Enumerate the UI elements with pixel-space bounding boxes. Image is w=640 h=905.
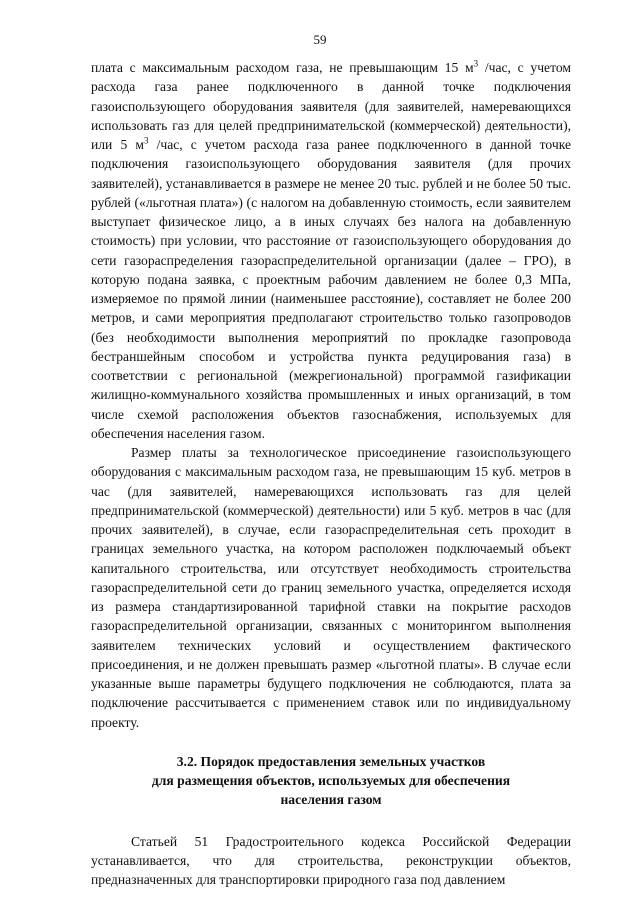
section-heading-line: 3.2. Порядок предоставления земельных участков [176,753,486,769]
superscript: 3 [143,135,149,146]
section-heading-line: для размещения объектов, используемых для обеспечения [151,773,511,788]
section-heading-line: населения газом [280,792,382,808]
document-body [91,58,571,889]
paragraph-text: плата с максимальным расходом газа, не превышающим 15 м [91,60,474,75]
superscript: 3 [473,58,479,69]
paragraph-fee-size: Размер платы за технологическое присоединение газоиспользующего оборудования с максимальным расходом газа, не превышающим 15 куб. метров в час (для заявителей, намеревающихся использовать газ для целей предпринимательской (коммерческой) деятельности) или 5 куб. метров в час (для прочих заявителей), в случае, если газораспределительная сеть проходит в границах земельного участка, на котором расположен подключаемый объект капитального строительства, или отсутствует необходимость строительства газораспределительной сети до границ земельного участка, определяется исходя из размера стандартизированной тарифной ставки на покрытие расходов газораспределительной организации, связанных с мониторингом выполнения заявителем технических условий и осуществлением фактического присоединения, и не должен превышать размер «льготной платы». В случае если указанные выше параметры будущего подключения не соблюдаются, плата за подключение рассчитывается с применением ставок или по индивидуальному проекту. [91,445,571,730]
paragraph-text: /час, с учетом расхода газа ранее подключенного в данной точке подключения газоиспользующего оборудования заявителя (для заявителей, намеревающихся использовать газ для целей предпринимательской (коммерческой) деятельности), или 5 м [91,60,571,152]
page-number: 59 [313,32,327,47]
section-heading [91,752,571,810]
paragraph-text: /час, с учетом расхода газа ранее подключенного в данной точке подключения газоиспользующего оборудования заявителя (для прочих заявителей), устанавливается в размере не менее 20 тыс. рублей и не более 50 тыс. рублей («льготная плата») (с налогом на добавленную стоимость, если заявителем выступает физическое лицо, а в иных случаях без налога на добавленную стоимость) при условии, что расстояние от газоиспользующего оборудования до сети газораспределения газораспределительной организации (далее – ГРО), в которую подана заявка, с проектным рабочим давлением не более 0,3 МПа, измеряемое по прямой линии (наименьшее расстояние), составляет не более 200 метров, и сами мероприятия предполагают строительство только газопроводов (без необходимости выполнения мероприятий по прокладке газопровода бестраншейным способом и устройства пункта редуцирования газа) в соответствии с региональной (межрегиональной) программой газификации жилищно-коммунального хозяйства промышленных и иных организаций, в том числе схемой расположения объектов газоснабжения, используемых для обеспечения населения газом. [91,137,572,441]
paragraph-section-intro: Статьей 51 Градостроительного кодекса Российской Федерации устанавливается, что для строительства, реконструкции объектов, предназначенных для транспортировки природного газа под давлением [91,833,571,887]
paragraph-fee-continuation [91,58,571,443]
